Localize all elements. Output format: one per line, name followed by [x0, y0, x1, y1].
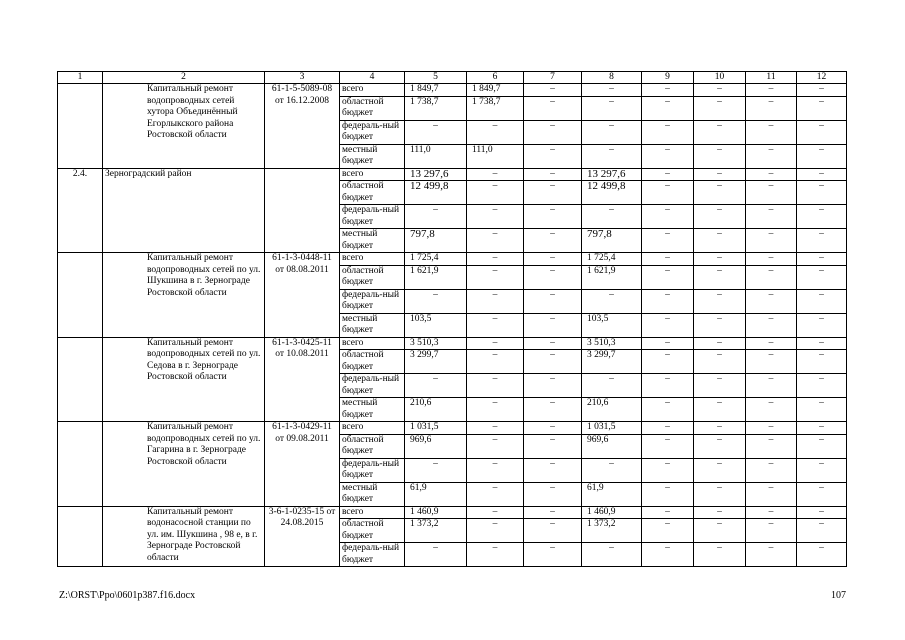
value-cell: – [797, 265, 847, 289]
value-cell: – [746, 96, 797, 120]
value-cell: – [524, 482, 582, 506]
value-cell: – [694, 458, 746, 482]
budget-row [58, 337, 847, 350]
value-cell: – [582, 205, 642, 229]
value-cell: 3 510,3 [405, 337, 467, 350]
value-cell: 1 373,2 [582, 519, 642, 543]
value-cell: – [467, 181, 524, 205]
row-type-total: всего [340, 506, 405, 519]
document-code: 61-1-3-0429-11 от 09.08.2011 [265, 422, 340, 507]
row-type-regional: областной бюджет [340, 519, 405, 543]
value-cell: – [797, 519, 847, 543]
value-cell: – [746, 434, 797, 458]
value-cell: – [642, 350, 694, 374]
value-cell: – [746, 144, 797, 168]
column-header: 1 [58, 72, 103, 84]
value-cell: – [642, 374, 694, 398]
value-cell: 12 499,8 [582, 181, 642, 205]
value-cell: – [746, 506, 797, 519]
value-cell: – [582, 374, 642, 398]
value-cell: – [467, 337, 524, 350]
value-cell: – [694, 144, 746, 168]
page-number: 107 [831, 590, 846, 601]
row-type-federal: федераль-ный бюджет [340, 289, 405, 313]
value-cell: – [582, 289, 642, 313]
value-cell: 1 849,7 [405, 84, 467, 97]
row-type-regional: областной бюджет [340, 265, 405, 289]
item-number: 2.4. [58, 168, 103, 253]
value-cell: – [524, 205, 582, 229]
value-cell: 1 460,9 [405, 506, 467, 519]
value-cell: – [524, 84, 582, 97]
value-cell: – [642, 253, 694, 266]
document-code: 3-6-1-0235-15 от 24.08.2015 [265, 506, 340, 567]
value-cell: – [524, 543, 582, 567]
value-cell: – [405, 458, 467, 482]
item-name: Капитальный ремонт водонасосной станции по ул. им. Шукшина , 98 е, в г. Зернограде Ростовской области [103, 506, 265, 567]
column-header: 7 [524, 72, 582, 84]
value-cell: – [524, 506, 582, 519]
column-header: 6 [467, 72, 524, 84]
value-cell: – [746, 229, 797, 253]
row-type-local: местный бюджет [340, 482, 405, 506]
value-cell: 1 031,5 [405, 422, 467, 435]
budget-row [58, 84, 847, 97]
value-cell: – [694, 96, 746, 120]
budget-row [58, 253, 847, 266]
item-number [58, 253, 103, 338]
item-number [58, 84, 103, 169]
row-type-regional: областной бюджет [340, 350, 405, 374]
value-cell: – [797, 120, 847, 144]
value-cell: – [467, 350, 524, 374]
value-cell: 61,9 [405, 482, 467, 506]
value-cell: – [694, 289, 746, 313]
row-type-total: всего [340, 422, 405, 435]
column-number-header-row [58, 72, 847, 84]
item-name: Зерноградский район [103, 168, 265, 253]
value-cell: – [797, 434, 847, 458]
value-cell: – [797, 374, 847, 398]
value-cell: 210,6 [405, 398, 467, 422]
value-cell: – [642, 543, 694, 567]
value-cell: – [642, 229, 694, 253]
value-cell: 797,8 [405, 229, 467, 253]
value-cell: – [694, 253, 746, 266]
value-cell: – [467, 289, 524, 313]
value-cell: – [642, 519, 694, 543]
value-cell: 1 031,5 [582, 422, 642, 435]
budget-row [58, 422, 847, 435]
value-cell: – [582, 458, 642, 482]
value-cell: 797,8 [582, 229, 642, 253]
value-cell: – [524, 374, 582, 398]
value-cell: – [642, 265, 694, 289]
value-cell: – [797, 398, 847, 422]
value-cell: – [642, 96, 694, 120]
value-cell: – [467, 434, 524, 458]
value-cell: – [467, 458, 524, 482]
value-cell: – [524, 313, 582, 337]
row-type-federal: федераль-ный бюджет [340, 458, 405, 482]
value-cell: 3 510,3 [582, 337, 642, 350]
item-name: Капитальный ремонт водопроводных сетей по ул. Гагарина в г. Зернограде Ростовской области [103, 422, 265, 507]
value-cell: – [467, 422, 524, 435]
row-type-local: местный бюджет [340, 398, 405, 422]
value-cell: – [467, 398, 524, 422]
value-cell: – [746, 168, 797, 181]
column-header: 9 [642, 72, 694, 84]
row-type-total: всего [340, 337, 405, 350]
value-cell: – [524, 181, 582, 205]
column-header: 5 [405, 72, 467, 84]
value-cell: – [746, 337, 797, 350]
value-cell: 103,5 [582, 313, 642, 337]
value-cell: – [797, 168, 847, 181]
value-cell: – [524, 422, 582, 435]
row-type-local: местный бюджет [340, 229, 405, 253]
value-cell: – [467, 253, 524, 266]
value-cell: – [642, 289, 694, 313]
value-cell: – [642, 168, 694, 181]
value-cell: 13 297,6 [582, 168, 642, 181]
value-cell: – [797, 144, 847, 168]
value-cell: – [467, 374, 524, 398]
value-cell: – [797, 229, 847, 253]
value-cell: 1 725,4 [405, 253, 467, 266]
value-cell: – [797, 422, 847, 435]
value-cell: – [642, 144, 694, 168]
row-type-total: всего [340, 168, 405, 181]
value-cell: – [797, 337, 847, 350]
value-cell: – [746, 458, 797, 482]
value-cell: 1 738,7 [405, 96, 467, 120]
value-cell: – [746, 374, 797, 398]
value-cell: – [694, 120, 746, 144]
value-cell: – [694, 519, 746, 543]
value-cell: – [642, 337, 694, 350]
value-cell: – [582, 120, 642, 144]
value-cell: – [746, 398, 797, 422]
value-cell: – [467, 120, 524, 144]
value-cell: – [405, 289, 467, 313]
value-cell: – [694, 168, 746, 181]
value-cell: – [467, 482, 524, 506]
budget-row [58, 168, 847, 181]
value-cell: – [694, 543, 746, 567]
value-cell: 1 725,4 [582, 253, 642, 266]
value-cell: – [797, 96, 847, 120]
value-cell: 1 373,2 [405, 519, 467, 543]
column-header: 4 [340, 72, 405, 84]
value-cell: – [642, 120, 694, 144]
value-cell: – [582, 84, 642, 97]
value-cell: – [797, 205, 847, 229]
value-cell: – [694, 422, 746, 435]
value-cell: – [694, 313, 746, 337]
item-name: Капитальный ремонт водопроводных сетей хутора Объединённый Егорлыкского района Ростовской области [103, 84, 265, 169]
item-number [58, 506, 103, 567]
item-name: Капитальный ремонт водопроводных сетей по ул. Седова в г. Зернограде Ростовской области [103, 337, 265, 422]
row-type-federal: федераль-ный бюджет [340, 543, 405, 567]
value-cell: 969,6 [405, 434, 467, 458]
column-header: 3 [265, 72, 340, 84]
row-type-total: всего [340, 84, 405, 97]
value-cell: – [642, 506, 694, 519]
value-cell: – [524, 350, 582, 374]
value-cell: – [694, 506, 746, 519]
value-cell: – [694, 398, 746, 422]
item-number [58, 422, 103, 507]
budget-table [57, 71, 847, 567]
value-cell: – [746, 205, 797, 229]
value-cell: – [467, 229, 524, 253]
column-header: 11 [746, 72, 797, 84]
value-cell: – [642, 422, 694, 435]
value-cell: – [746, 181, 797, 205]
value-cell: – [694, 337, 746, 350]
value-cell: 111,0 [405, 144, 467, 168]
value-cell: – [524, 519, 582, 543]
value-cell: – [797, 506, 847, 519]
value-cell: – [746, 543, 797, 567]
value-cell: 1 849,7 [467, 84, 524, 97]
value-cell: – [524, 96, 582, 120]
value-cell: – [405, 120, 467, 144]
value-cell: – [524, 289, 582, 313]
value-cell: – [797, 543, 847, 567]
row-type-total: всего [340, 253, 405, 266]
row-type-federal: федераль-ный бюджет [340, 205, 405, 229]
value-cell: – [524, 398, 582, 422]
value-cell: – [746, 422, 797, 435]
value-cell: – [694, 350, 746, 374]
value-cell: – [642, 205, 694, 229]
column-header: 10 [694, 72, 746, 84]
value-cell: – [694, 205, 746, 229]
value-cell: – [467, 543, 524, 567]
item-number [58, 337, 103, 422]
value-cell: – [642, 398, 694, 422]
footer-file-path: Z:\ORST\Ppo\0601p387.f16.docx [59, 590, 196, 601]
value-cell: – [524, 337, 582, 350]
value-cell: – [642, 84, 694, 97]
document-code: 61-1-3-0425-11 от 10.08.2011 [265, 337, 340, 422]
value-cell: – [746, 84, 797, 97]
column-header: 12 [797, 72, 847, 84]
value-cell: 61,9 [582, 482, 642, 506]
value-cell: – [694, 434, 746, 458]
value-cell: – [467, 519, 524, 543]
value-cell: – [797, 181, 847, 205]
value-cell: – [467, 168, 524, 181]
value-cell: 3 299,7 [405, 350, 467, 374]
item-name: Капитальный ремонт водопроводных сетей по ул. Шукшина в г. Зернограде Ростовской области [103, 253, 265, 338]
value-cell: – [694, 265, 746, 289]
value-cell: – [642, 482, 694, 506]
value-cell: – [405, 205, 467, 229]
budget-row [58, 506, 847, 519]
value-cell: – [642, 458, 694, 482]
value-cell: 103,5 [405, 313, 467, 337]
value-cell: 13 297,6 [405, 168, 467, 181]
document-code: 61-1-3-0448-11 от 08.08.2011 [265, 253, 340, 338]
row-type-local: местный бюджет [340, 313, 405, 337]
value-cell: – [524, 229, 582, 253]
value-cell: – [694, 374, 746, 398]
value-cell: – [797, 458, 847, 482]
value-cell: – [797, 482, 847, 506]
document-code [265, 168, 340, 253]
value-cell: – [746, 289, 797, 313]
value-cell: – [642, 313, 694, 337]
value-cell: – [694, 229, 746, 253]
value-cell: – [746, 120, 797, 144]
value-cell: – [524, 120, 582, 144]
value-cell: – [524, 434, 582, 458]
value-cell: 111,0 [467, 144, 524, 168]
value-cell: – [405, 374, 467, 398]
value-cell: – [524, 265, 582, 289]
row-type-regional: областной бюджет [340, 181, 405, 205]
value-cell: – [582, 543, 642, 567]
value-cell: – [694, 482, 746, 506]
value-cell: – [746, 519, 797, 543]
value-cell: – [642, 181, 694, 205]
row-type-federal: федераль-ный бюджет [340, 120, 405, 144]
row-type-federal: федераль-ный бюджет [340, 374, 405, 398]
value-cell: – [582, 144, 642, 168]
value-cell: – [582, 96, 642, 120]
document-code: 61-1-5-5089-08 от 16.12.2008 [265, 84, 340, 169]
value-cell: – [797, 313, 847, 337]
value-cell: 210,6 [582, 398, 642, 422]
row-type-local: местный бюджет [340, 144, 405, 168]
value-cell: 1 621,9 [405, 265, 467, 289]
value-cell: 1 621,9 [582, 265, 642, 289]
value-cell: – [746, 313, 797, 337]
value-cell: – [642, 434, 694, 458]
value-cell: – [524, 144, 582, 168]
value-cell: – [797, 289, 847, 313]
column-header: 2 [103, 72, 265, 84]
row-type-regional: областной бюджет [340, 96, 405, 120]
value-cell: 1 738,7 [467, 96, 524, 120]
value-cell: 12 499,8 [405, 181, 467, 205]
value-cell: 3 299,7 [582, 350, 642, 374]
value-cell: – [746, 482, 797, 506]
value-cell: 1 460,9 [582, 506, 642, 519]
value-cell: 969,6 [582, 434, 642, 458]
value-cell: – [746, 350, 797, 374]
value-cell: – [467, 506, 524, 519]
value-cell: – [405, 543, 467, 567]
value-cell: – [524, 168, 582, 181]
value-cell: – [467, 265, 524, 289]
value-cell: – [694, 181, 746, 205]
value-cell: – [467, 205, 524, 229]
value-cell: – [524, 253, 582, 266]
value-cell: – [797, 350, 847, 374]
value-cell: – [797, 84, 847, 97]
row-type-regional: областной бюджет [340, 434, 405, 458]
value-cell: – [746, 253, 797, 266]
value-cell: – [797, 253, 847, 266]
column-header: 8 [582, 72, 642, 84]
value-cell: – [524, 458, 582, 482]
value-cell: – [694, 84, 746, 97]
value-cell: – [467, 313, 524, 337]
value-cell: – [746, 265, 797, 289]
